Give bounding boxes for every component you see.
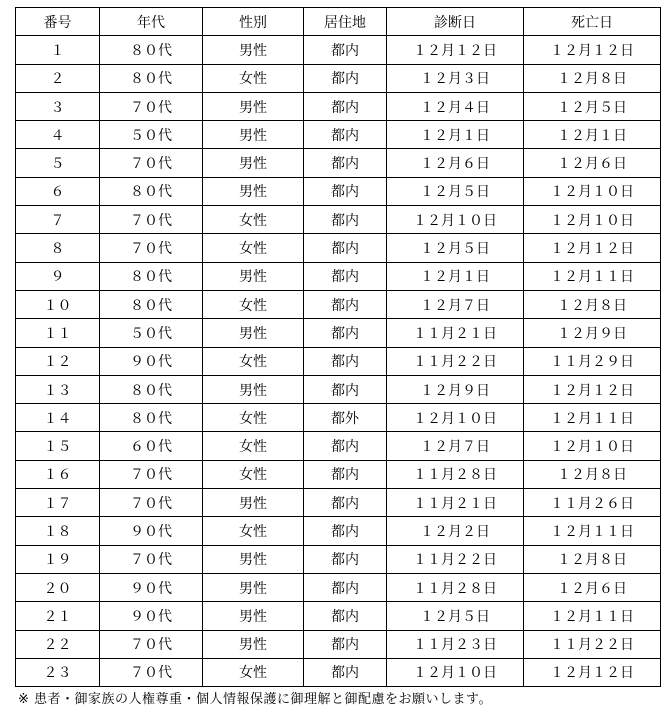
table-row: [16, 290, 661, 318]
cell-death-date: １１月２９日: [524, 347, 661, 375]
cell-residence: 都内: [304, 149, 387, 177]
cell-number: ３: [16, 92, 100, 120]
cell-diagnosis-date: １２月３日: [387, 64, 524, 92]
cell-residence: 都内: [304, 658, 387, 686]
table-row: [16, 234, 661, 262]
cell-diagnosis-date: １２月４日: [387, 92, 524, 120]
cell-death-date: １２月１２日: [524, 658, 661, 686]
cell-residence: 都内: [304, 36, 387, 64]
cell-number: ９: [16, 262, 100, 290]
table-body: [16, 36, 661, 687]
cell-number: ２２: [16, 630, 100, 658]
cell-diagnosis-date: １２月１２日: [387, 36, 524, 64]
cell-diagnosis-date: １１月２２日: [387, 347, 524, 375]
cell-age-group: ８０代: [100, 375, 203, 403]
cell-death-date: １２月６日: [524, 149, 661, 177]
cell-age-group: ７０代: [100, 234, 203, 262]
cell-age-group: ９０代: [100, 517, 203, 545]
cell-residence: 都内: [304, 319, 387, 347]
cell-sex: 女性: [203, 347, 304, 375]
cell-age-group: ７０代: [100, 206, 203, 234]
table-row: [16, 602, 661, 630]
cell-death-date: １１月２６日: [524, 489, 661, 517]
case-table: [15, 7, 661, 687]
table-row: [16, 121, 661, 149]
cell-residence: 都内: [304, 262, 387, 290]
cell-age-group: ７０代: [100, 545, 203, 573]
cell-age-group: ７０代: [100, 149, 203, 177]
table-row: [16, 206, 661, 234]
table-row: [16, 262, 661, 290]
cell-death-date: １２月１日: [524, 121, 661, 149]
cell-number: ２３: [16, 658, 100, 686]
table-row: [16, 460, 661, 488]
cell-sex: 男性: [203, 319, 304, 347]
cell-death-date: １２月１２日: [524, 234, 661, 262]
cell-diagnosis-date: １１月２８日: [387, 460, 524, 488]
cell-sex: 男性: [203, 489, 304, 517]
cell-residence: 都内: [304, 290, 387, 318]
cell-diagnosis-date: １１月２１日: [387, 319, 524, 347]
cell-diagnosis-date: １２月７日: [387, 432, 524, 460]
cell-number: １５: [16, 432, 100, 460]
header-death-date: 死亡日: [524, 8, 661, 36]
cell-number: １４: [16, 404, 100, 432]
cell-number: ８: [16, 234, 100, 262]
cell-sex: 男性: [203, 602, 304, 630]
cell-age-group: ８０代: [100, 64, 203, 92]
cell-death-date: １２月１０日: [524, 206, 661, 234]
cell-death-date: １２月８日: [524, 290, 661, 318]
cell-sex: 女性: [203, 404, 304, 432]
cell-residence: 都内: [304, 177, 387, 205]
header-sex: 性別: [203, 8, 304, 36]
cell-number: ６: [16, 177, 100, 205]
cell-death-date: １２月９日: [524, 319, 661, 347]
cell-diagnosis-date: １２月１０日: [387, 658, 524, 686]
cell-number: １１: [16, 319, 100, 347]
cell-age-group: ８０代: [100, 262, 203, 290]
cell-number: ２: [16, 64, 100, 92]
cell-number: ５: [16, 149, 100, 177]
cell-residence: 都内: [304, 602, 387, 630]
cell-residence: 都内: [304, 121, 387, 149]
table-row: [16, 177, 661, 205]
cell-age-group: ５０代: [100, 121, 203, 149]
cell-age-group: ８０代: [100, 177, 203, 205]
cell-death-date: １２月８日: [524, 64, 661, 92]
cell-age-group: ７０代: [100, 658, 203, 686]
cell-death-date: １２月８日: [524, 545, 661, 573]
cell-sex: 男性: [203, 262, 304, 290]
cell-residence: 都内: [304, 460, 387, 488]
table-row: [16, 36, 661, 64]
cell-death-date: １２月６日: [524, 573, 661, 601]
table-row: [16, 404, 661, 432]
table-header: [16, 8, 661, 36]
cell-age-group: ９０代: [100, 602, 203, 630]
cell-age-group: ８０代: [100, 404, 203, 432]
cell-residence: 都内: [304, 489, 387, 517]
cell-sex: 女性: [203, 432, 304, 460]
cell-number: １９: [16, 545, 100, 573]
cell-number: １６: [16, 460, 100, 488]
cell-age-group: ９０代: [100, 347, 203, 375]
cell-sex: 男性: [203, 177, 304, 205]
cell-diagnosis-date: １１月２３日: [387, 630, 524, 658]
cell-number: ２０: [16, 573, 100, 601]
cell-sex: 女性: [203, 290, 304, 318]
cell-sex: 女性: [203, 460, 304, 488]
cell-sex: 女性: [203, 234, 304, 262]
table-row: [16, 347, 661, 375]
cell-residence: 都内: [304, 234, 387, 262]
table-row: [16, 630, 661, 658]
cell-death-date: １２月１２日: [524, 36, 661, 64]
cell-diagnosis-date: １２月５日: [387, 177, 524, 205]
cell-residence: 都内: [304, 545, 387, 573]
cell-sex: 女性: [203, 517, 304, 545]
cell-sex: 男性: [203, 36, 304, 64]
cell-age-group: ８０代: [100, 290, 203, 318]
cell-death-date: １２月８日: [524, 460, 661, 488]
cell-number: １２: [16, 347, 100, 375]
table-row: [16, 432, 661, 460]
cell-residence: 都内: [304, 64, 387, 92]
cell-residence: 都内: [304, 375, 387, 403]
header-residence: 居住地: [304, 8, 387, 36]
cell-death-date: １２月１１日: [524, 602, 661, 630]
cell-residence: 都外: [304, 404, 387, 432]
cell-residence: 都内: [304, 517, 387, 545]
cell-age-group: ７０代: [100, 460, 203, 488]
cell-number: １８: [16, 517, 100, 545]
table-row: [16, 489, 661, 517]
cell-number: ２１: [16, 602, 100, 630]
cell-diagnosis-date: １２月２日: [387, 517, 524, 545]
cell-diagnosis-date: １２月７日: [387, 290, 524, 318]
privacy-footnote: ※ 患者・御家族の人権尊重・個人情報保護に御理解と御配慮をお願いします。: [18, 692, 492, 707]
cell-sex: 男性: [203, 375, 304, 403]
cell-sex: 男性: [203, 92, 304, 120]
header-number: 番号: [16, 8, 100, 36]
cell-sex: 女性: [203, 206, 304, 234]
cell-diagnosis-date: １２月１０日: [387, 206, 524, 234]
cell-sex: 女性: [203, 658, 304, 686]
cell-residence: 都内: [304, 92, 387, 120]
cell-diagnosis-date: １２月６日: [387, 149, 524, 177]
cell-residence: 都内: [304, 432, 387, 460]
cell-sex: 男性: [203, 630, 304, 658]
table-row: [16, 658, 661, 686]
table-row: [16, 573, 661, 601]
cell-number: １７: [16, 489, 100, 517]
table-row: [16, 149, 661, 177]
table-row: [16, 545, 661, 573]
table-row: [16, 517, 661, 545]
cell-death-date: １２月１０日: [524, 177, 661, 205]
cell-death-date: １２月１２日: [524, 375, 661, 403]
cell-residence: 都内: [304, 206, 387, 234]
cell-death-date: １１月２２日: [524, 630, 661, 658]
cell-death-date: １２月１１日: [524, 517, 661, 545]
table-row: [16, 375, 661, 403]
header-age-group: 年代: [100, 8, 203, 36]
cell-diagnosis-date: １２月５日: [387, 602, 524, 630]
cell-age-group: ６０代: [100, 432, 203, 460]
cell-age-group: ８０代: [100, 36, 203, 64]
cell-number: １０: [16, 290, 100, 318]
cell-sex: 男性: [203, 545, 304, 573]
cell-death-date: １２月１１日: [524, 262, 661, 290]
cell-residence: 都内: [304, 630, 387, 658]
cell-residence: 都内: [304, 573, 387, 601]
cell-diagnosis-date: １１月２２日: [387, 545, 524, 573]
cell-sex: 女性: [203, 64, 304, 92]
cell-diagnosis-date: １２月５日: [387, 234, 524, 262]
cell-sex: 男性: [203, 573, 304, 601]
cell-age-group: ７０代: [100, 489, 203, 517]
cell-sex: 男性: [203, 149, 304, 177]
table-row: [16, 64, 661, 92]
cell-residence: 都内: [304, 347, 387, 375]
cell-diagnosis-date: １２月１０日: [387, 404, 524, 432]
cell-number: ７: [16, 206, 100, 234]
cell-death-date: １２月５日: [524, 92, 661, 120]
cell-number: １３: [16, 375, 100, 403]
cell-diagnosis-date: １１月２８日: [387, 573, 524, 601]
cell-diagnosis-date: １２月９日: [387, 375, 524, 403]
cell-number: １: [16, 36, 100, 64]
cell-diagnosis-date: １２月１日: [387, 262, 524, 290]
cell-death-date: １２月１０日: [524, 432, 661, 460]
header-row: [16, 8, 661, 36]
cell-diagnosis-date: １２月１日: [387, 121, 524, 149]
header-diagnosis-date: 診断日: [387, 8, 524, 36]
cell-age-group: ７０代: [100, 630, 203, 658]
table-row: [16, 319, 661, 347]
cell-diagnosis-date: １１月２１日: [387, 489, 524, 517]
cell-age-group: ７０代: [100, 92, 203, 120]
table-row: [16, 92, 661, 120]
cell-death-date: １２月１１日: [524, 404, 661, 432]
cell-number: ４: [16, 121, 100, 149]
cell-sex: 男性: [203, 121, 304, 149]
cell-age-group: ５０代: [100, 319, 203, 347]
cell-age-group: ９０代: [100, 573, 203, 601]
